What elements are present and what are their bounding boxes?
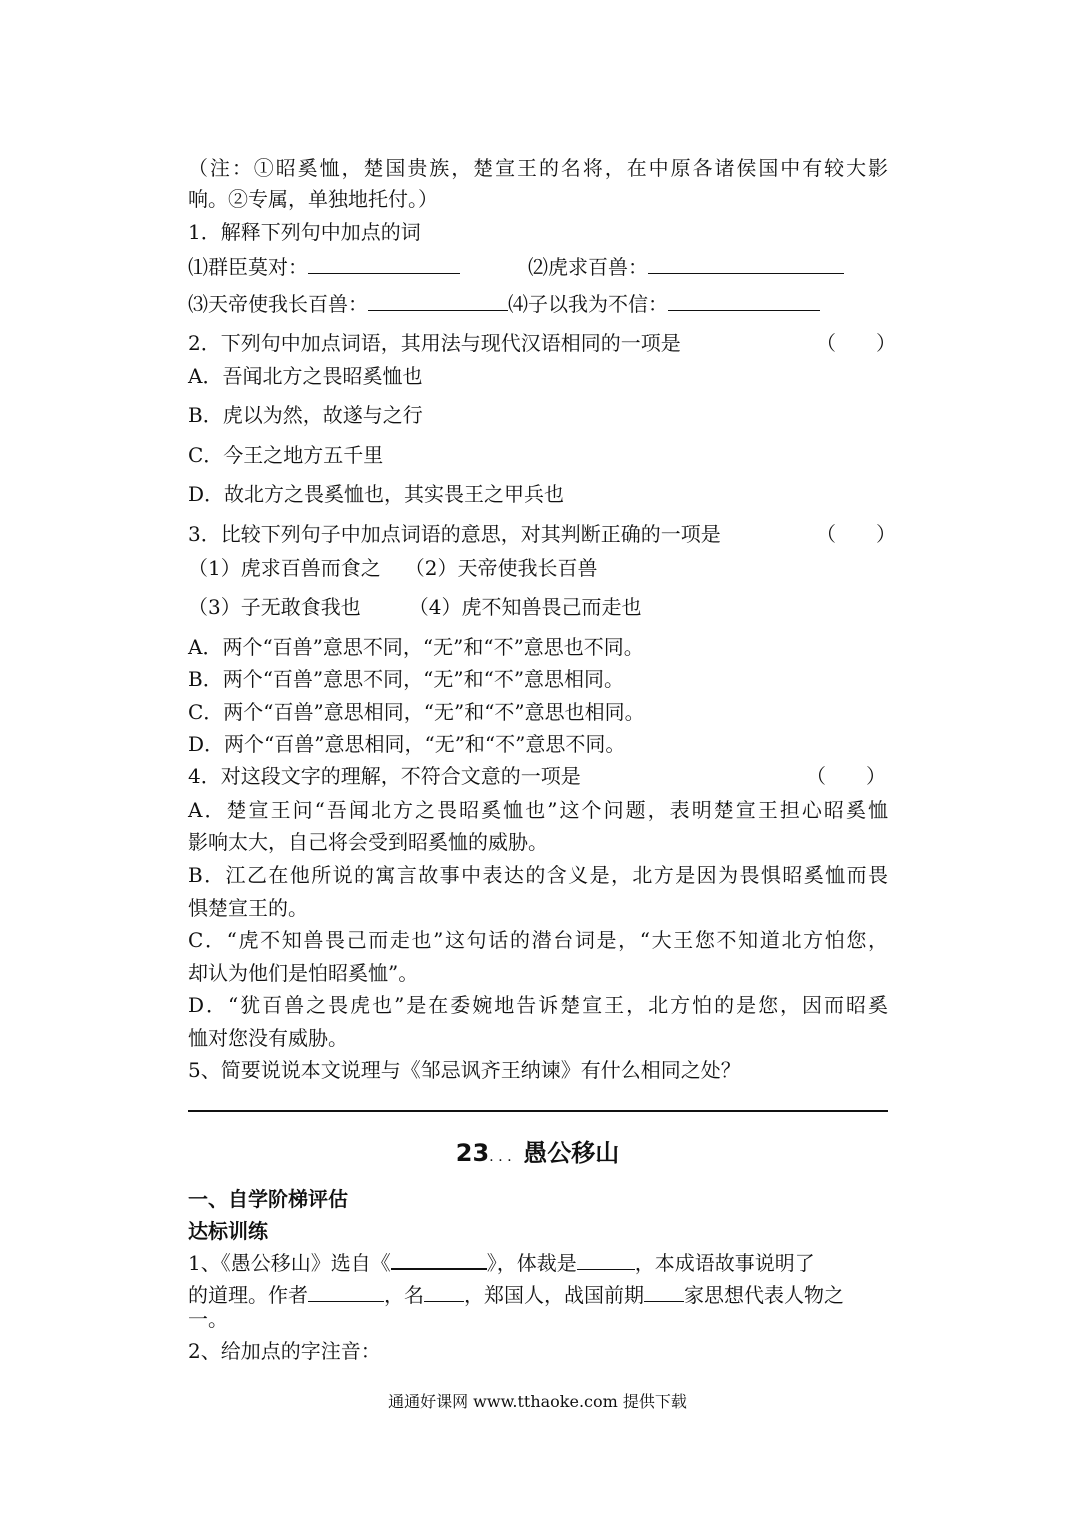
q4-option-a-line1: A．楚宣王问“吾闻北方之畏昭奚恤也”这个问题，表明楚宣王担心昭奚恤 [188,798,888,822]
q3-option-b: B．两个“百兽”意思不同，“无”和“不”意思相同。 [188,667,625,691]
d1-text-f: ，名 [384,1283,424,1307]
q2-option-d: D．故北方之畏奚恤也，其实畏王之甲兵也 [188,482,565,506]
q3-stem: 3．比较下列句子中加点词语的意思，对其判断正确的一项是 [188,522,721,546]
d1-name-blank[interactable] [424,1283,464,1302]
q3-sentences-1 [188,555,888,581]
d1-author-blank[interactable] [308,1283,384,1302]
d1-genre-blank[interactable] [577,1251,635,1270]
d1-text-g: ，郑国人，战国前期 [464,1283,644,1307]
q1-a-blank[interactable] [308,255,460,274]
q3-s1: （1）虎求百兽而食之 [188,556,381,580]
q1-b-blank[interactable] [648,255,844,274]
section-heading-1: 一、自学阶梯评估 [188,1187,348,1211]
q3-sentences-2 [188,594,888,620]
q4-option-c-line1: C．“虎不知兽畏己而走也”这句话的潜台词是，“大王您不知道北方怕您， [188,928,888,952]
d1-line-3: 一。 [188,1307,228,1331]
d2-stem: 2、给加点的字注音： [188,1339,381,1363]
lesson-number: 23 [455,1139,490,1167]
q1-c-label: ⑶天帝使我长百兽： [188,292,368,316]
d1-text-h: 家思想代表人物之 [684,1283,844,1307]
q3-option-a: A．两个“百兽”意思不同，“无”和“不”意思也不同。 [188,635,644,659]
lesson-name: 愚公移山 [523,1139,620,1167]
lesson-title [0,1138,1075,1172]
note-line-1: （注：①昭奚恤，楚国贵族，楚宣王的名将，在中原各诸侯国中有较大影 [188,156,888,180]
d1-source-blank[interactable] [391,1250,487,1270]
note-line-2: 响。②专属，单独地托付。） [188,187,438,211]
q1-c-blank[interactable] [368,292,508,311]
q1-row-1 [188,254,888,280]
q2-stem: 2．下列句中加点词语，其用法与现代汉语相同的一项是 [188,331,681,355]
q1-a-label: ⑴群臣莫对： [188,255,308,279]
d1-text-e: 的道理。作者 [188,1283,308,1307]
q3-s3: （3）子无敢食我也 [188,595,361,619]
q4-option-b-line2: 惧楚宣王的。 [188,896,308,920]
q3-s2: （2）天帝使我长百兽 [404,556,598,580]
q1-d-blank[interactable] [668,292,820,311]
q3-option-c: C．两个“百兽”意思相同，“无”和“不”意思也相同。 [188,700,645,724]
q3-option-d: D．两个“百兽”意思相同，“无”和“不”意思不同。 [188,732,626,756]
q1-d-label: ⑷子以我为不信： [508,292,668,316]
d1-text-d: ，本成语故事说明了 [634,1251,815,1275]
q2-option-a: A．吾闻北方之畏昭奚恤也 [188,364,423,388]
lesson-dots: ．．． [489,1149,524,1165]
q2-option-c: C．今王之地方五千里 [188,443,384,467]
section-heading-2: 达标训练 [188,1219,268,1243]
q3-s4: （4）虎不知兽畏己而走也 [408,595,642,619]
section-divider [188,1110,888,1112]
q4-option-d-line1: D．“犹百兽之畏虎也”是在委婉地告诉楚宣王，北方怕的是您，因而昭奚 [188,993,888,1017]
q2-answer-paren[interactable]: （ ） [816,331,896,355]
d1-text-b: 《 [370,1251,391,1275]
q4-option-a-line2: 影响太大，自己将会受到昭奚恤的威胁。 [188,830,548,854]
d1-school-blank[interactable] [644,1283,684,1302]
q1-row-2 [188,291,888,317]
d1-line-2 [188,1282,888,1308]
d1-text-a: 1、《愚公移山》选自 [188,1251,371,1275]
q4-option-c-line2: 却认为他们是怕昭奚恤”。 [188,961,419,985]
d1-text-c: 》，体裁是 [486,1251,577,1275]
q4-stem: 4．对这段文字的理解，不符合文意的一项是 [188,764,581,788]
q4-option-b-line1: B．江乙在他所说的寓言故事中表达的含义是，北方是因为畏惧昭奚恤而畏 [188,863,888,887]
q4-option-d-line2: 恤对您没有威胁。 [188,1026,348,1050]
q1-stem: 1．解释下列句中加点的词 [188,220,421,244]
q1-b-label: ⑵虎求百兽： [528,255,648,279]
page-footer: 通通好课网 www.tthaoke.com 提供下载 [388,1392,687,1411]
q2-option-b: B．虎以为然，故遂与之行 [188,403,423,427]
q3-answer-paren[interactable]: （ ） [816,522,896,546]
d1-line-1 [188,1250,888,1276]
q4-answer-paren[interactable]: （ ） [806,764,886,788]
q5-stem: 5、简要说说本文说理与《邹忌讽齐王纳谏》有什么相同之处？ [188,1058,741,1082]
